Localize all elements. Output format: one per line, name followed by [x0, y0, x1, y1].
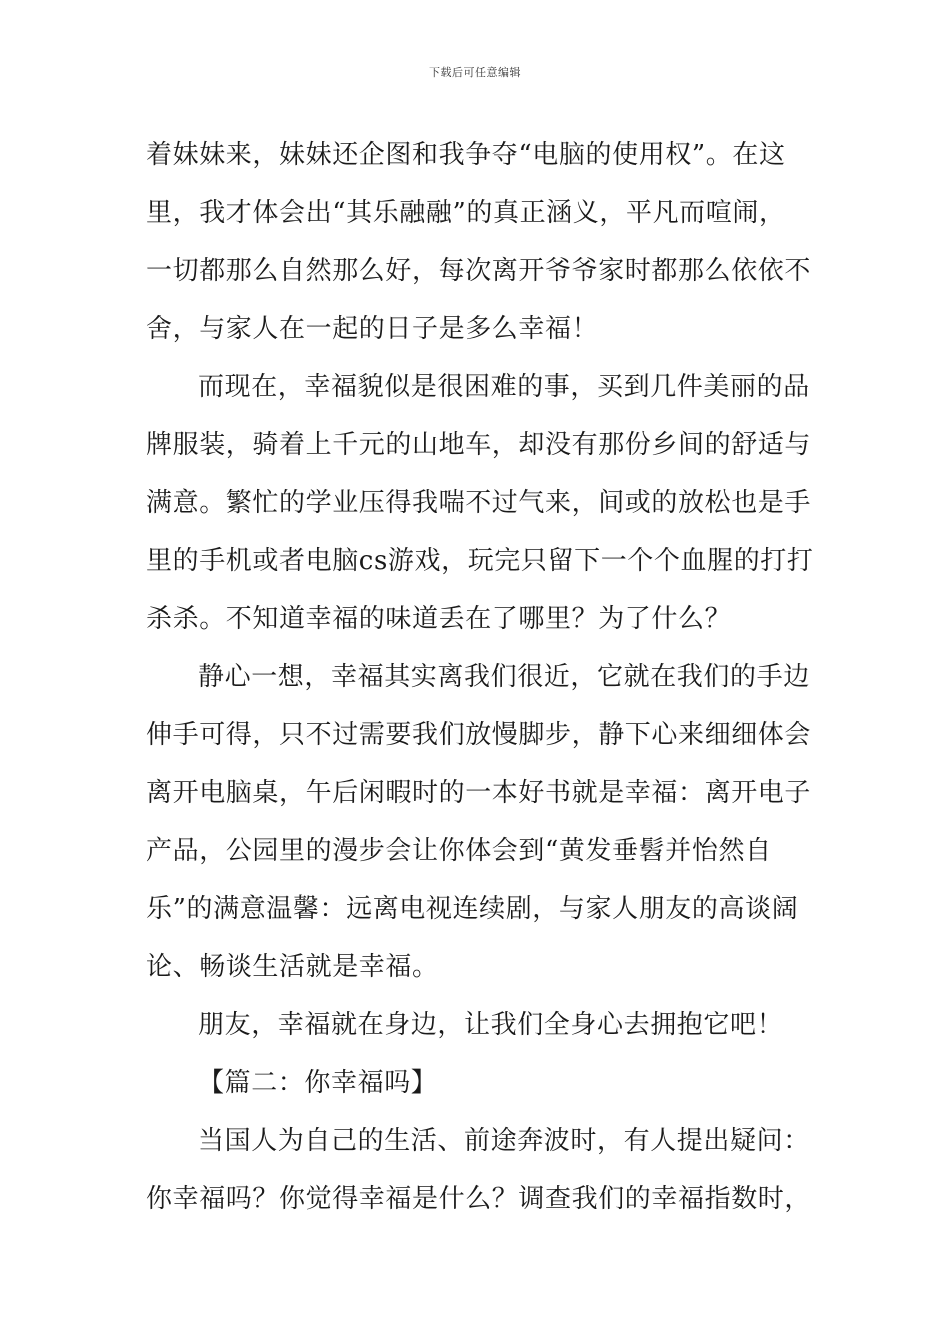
- paragraph-start-line: 而现在，幸福貌似是很困难的事，买到几件美丽的品: [198, 372, 810, 402]
- page-header: 下载后可任意编辑: [429, 66, 521, 79]
- text-line: 杀杀。不知道幸福的味道丢在了哪里？为了什么？: [146, 604, 732, 634]
- paragraph-start-line: 静心一想，幸福其实离我们很近，它就在我们的手边: [198, 662, 810, 692]
- text-line: 满意。繁忙的学业压得我喘不过气来，间或的放松也是手: [146, 488, 812, 518]
- text-line: 乐”的满意温馨：远离电视连续剧，与家人朋友的高谈阔: [146, 894, 799, 924]
- section-heading: 【篇二：你幸福吗】: [198, 1068, 438, 1098]
- text-line: 产品，公园里的漫步会让你体会到“黄发垂髫并怡然自: [146, 836, 772, 866]
- paragraph-start-line: 当国人为自己的生活、前途奔波时，有人提出疑问：: [198, 1126, 810, 1156]
- document-body: [146, 126, 814, 1228]
- text-line: 离开电脑桌，午后闲暇时的一本好书就是幸福：离开电子: [146, 778, 812, 808]
- paragraph-start-line: 朋友，幸福就在身边，让我们全身心去拥抱它吧！: [198, 1010, 784, 1040]
- text-line: 论、畅谈生活就是幸福。: [146, 952, 439, 982]
- text-line: 一切都那么自然那么好，每次离开爷爷家时都那么依依不: [146, 256, 812, 286]
- text-line: 里的手机或者电脑cs游戏，玩完只留下一个个血腥的打打: [146, 546, 814, 576]
- text-line: 舍，与家人在一起的日子是多么幸福！: [146, 314, 599, 344]
- text-line: 着妹妹来，妹妹还企图和我争夺“电脑的使用权”。在这: [146, 140, 786, 170]
- text-line: 里，我才体会出“其乐融融”的真正涵义，平凡而喧闹，: [146, 198, 786, 228]
- text-line: 牌服装，骑着上千元的山地车，却没有那份乡间的舒适与: [146, 430, 812, 460]
- text-line: 你幸福吗？你觉得幸福是什么？调查我们的幸福指数时，: [146, 1184, 812, 1214]
- text-line: 伸手可得，只不过需要我们放慢脚步，静下心来细细体会: [146, 720, 812, 750]
